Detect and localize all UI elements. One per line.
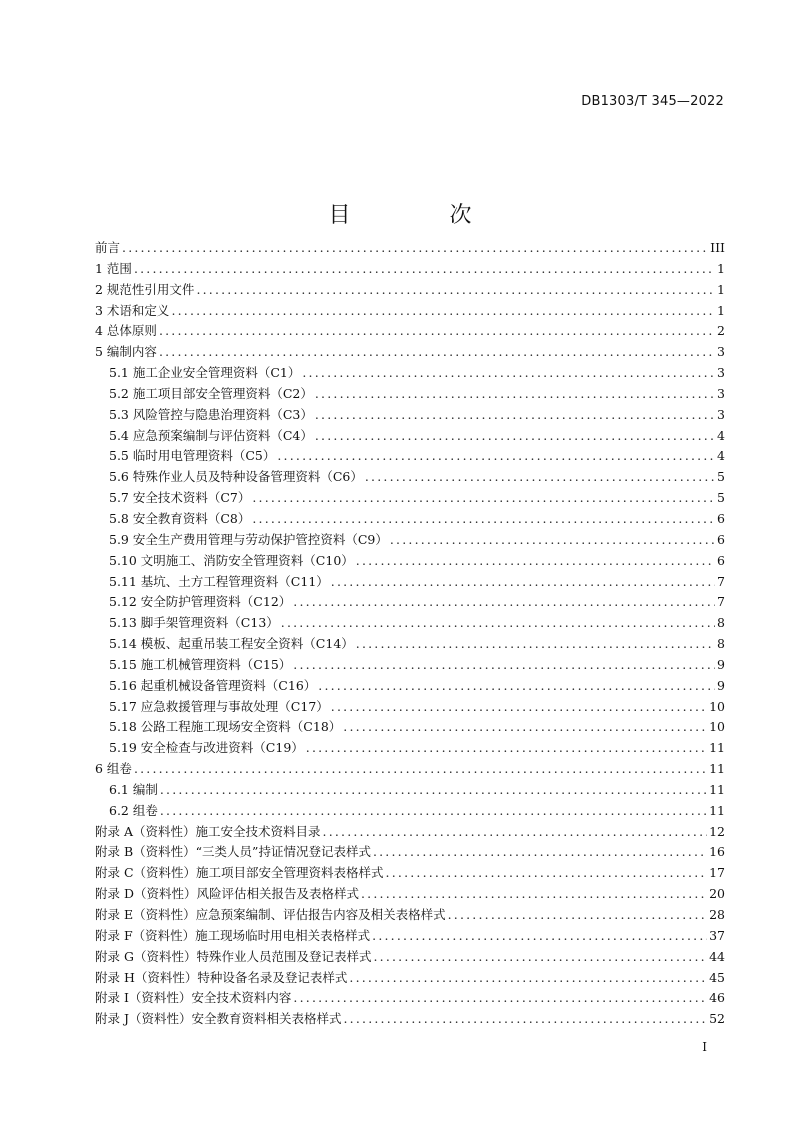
toc-leader-dots <box>293 988 707 1009</box>
toc-entry-label: 5.15 施工机械管理资料（C15） <box>109 656 292 672</box>
toc-entry[interactable] <box>95 822 725 843</box>
toc-entry[interactable] <box>95 947 725 968</box>
toc-entry[interactable] <box>95 926 725 947</box>
toc-entry[interactable] <box>95 405 725 426</box>
toc-entry-label: 5.12 安全防护管理资料（C12） <box>109 594 292 610</box>
toc-entry[interactable] <box>95 301 725 322</box>
toc-entry-page: 3 <box>717 406 725 422</box>
toc-leader-dots <box>302 363 715 384</box>
toc-entry-label: 5.11 基坑、土方工程管理资料（C11） <box>109 573 329 589</box>
toc-entry-page: 44 <box>709 948 725 964</box>
toc-entry-page: 8 <box>717 615 725 631</box>
toc-entry-page: 1 <box>717 260 725 276</box>
toc-entry[interactable] <box>95 1009 725 1030</box>
toc-entry-label: 5.7 安全技术资料（C7） <box>109 490 251 506</box>
toc-entry[interactable] <box>95 467 725 488</box>
toc-entry-page: 16 <box>709 844 725 860</box>
toc-entry[interactable] <box>95 780 725 801</box>
toc-leader-dots <box>372 926 707 947</box>
toc-entry-page: 11 <box>709 761 725 777</box>
toc-entry[interactable] <box>95 655 725 676</box>
toc-entry-label: 6 组卷 <box>95 761 132 777</box>
toc-leader-dots <box>315 426 715 447</box>
toc-entry-page: 9 <box>717 656 725 672</box>
toc-entry-label: 附录 G（资料性）特殊作业人员范围及登记表样式 <box>95 948 372 964</box>
toc-leader-dots <box>373 947 707 968</box>
toc-entry-label: 5 编制内容 <box>95 344 157 360</box>
toc-entry-page: 10 <box>709 698 725 714</box>
toc-entry[interactable] <box>95 259 725 280</box>
toc-leader-dots <box>252 488 715 509</box>
toc-leader-dots <box>293 655 715 676</box>
toc-entry-label: 4 总体原则 <box>95 323 157 339</box>
toc-entry[interactable] <box>95 592 725 613</box>
toc-entry-label: 5.3 风险管控与隐患治理资料（C3） <box>109 406 313 422</box>
toc-entry-label: 附录 E（资料性）应急预案编制、评估报告内容及相关表格样式 <box>95 907 446 922</box>
toc-leader-dots <box>323 822 708 843</box>
toc-entry-page: 11 <box>709 802 725 818</box>
toc-entry[interactable] <box>95 717 725 738</box>
toc-entry-page: 46 <box>709 990 725 1006</box>
toc-entry-label: 附录 A（资料性）施工安全技术资料目录 <box>95 823 321 839</box>
toc-leader-dots <box>373 842 707 863</box>
toc-leader-dots <box>365 467 715 488</box>
toc-entry[interactable] <box>95 238 725 259</box>
toc-entry-page: 17 <box>709 865 725 881</box>
toc-entry-page: 8 <box>717 636 725 652</box>
toc-entry-page: 5 <box>717 469 725 485</box>
toc-entry-label: 5.8 安全教育资料（C8） <box>109 510 251 526</box>
toc-entry-page: 45 <box>709 969 725 985</box>
toc-entry-page: 6 <box>717 552 725 568</box>
toc-entry-label: 前言 <box>95 240 121 255</box>
toc-entry-page: 1 <box>717 281 725 297</box>
toc-entry-label: 5.19 安全检查与改进资料（C19） <box>109 740 304 756</box>
toc-leader-dots <box>386 863 708 884</box>
toc-entry[interactable] <box>95 572 725 593</box>
toc-leader-dots <box>196 280 715 301</box>
toc-entry-label: 5.1 施工企业安全管理资料（C1） <box>109 365 301 381</box>
toc-entry-page: 37 <box>709 927 725 943</box>
toc-entry[interactable] <box>95 842 725 863</box>
toc-entry-page: 52 <box>709 1011 725 1027</box>
toc-entry-page: 3 <box>717 385 725 401</box>
toc-entry-label: 附录 J（资料性）安全教育资料相关表格样式 <box>95 1011 342 1027</box>
toc-leader-dots <box>344 1009 708 1030</box>
toc-entry[interactable] <box>95 551 725 572</box>
toc-entry-page: 3 <box>717 344 725 360</box>
toc-entry[interactable] <box>95 738 725 759</box>
toc-entry-page: 12 <box>709 823 725 839</box>
toc-entry-page: 3 <box>717 365 725 381</box>
toc-leader-dots <box>361 884 707 905</box>
toc-entry-page: 4 <box>717 427 725 443</box>
toc-entry-page: 10 <box>709 719 725 735</box>
toc-leader-dots <box>281 613 715 634</box>
toc-entry[interactable] <box>95 697 725 718</box>
toc-entry[interactable] <box>95 759 725 780</box>
toc-entry-page: 4 <box>717 448 725 464</box>
toc-entry[interactable] <box>95 863 725 884</box>
toc-entry[interactable] <box>95 905 725 926</box>
toc-leader-dots <box>160 780 707 801</box>
toc-entry[interactable] <box>95 613 725 634</box>
toc-entry[interactable] <box>95 384 725 405</box>
toc-entry[interactable] <box>95 968 725 989</box>
toc-entry[interactable] <box>95 342 725 363</box>
toc-entry-page: III <box>710 240 725 255</box>
document-code: DB1303/T 345—2022 <box>581 94 724 109</box>
toc-entry-page: 2 <box>717 323 725 339</box>
toc-leader-dots <box>293 592 715 613</box>
toc-leader-dots <box>315 384 715 405</box>
toc-entry[interactable] <box>95 363 725 384</box>
toc-leader-dots <box>343 717 707 738</box>
toc-entry-page: 1 <box>717 302 725 318</box>
toc-entry-label: 5.2 施工项目部安全管理资料（C2） <box>109 385 313 401</box>
toc-leader-dots <box>448 905 707 926</box>
toc-entry-label: 5.14 模板、起重吊装工程安全资料（C14） <box>109 636 354 652</box>
toc-leader-dots <box>159 321 715 342</box>
toc-leader-dots <box>134 759 707 780</box>
toc-entry[interactable] <box>95 280 725 301</box>
toc-entry-label: 附录 I（资料性）安全技术资料内容 <box>95 990 292 1006</box>
toc-entry-label: 附录 H（资料性）特种设备名录及登记表样式 <box>95 969 348 985</box>
toc-entry-label: 5.13 脚手架管理资料（C13） <box>109 615 279 631</box>
toc-leader-dots <box>356 634 715 655</box>
toc-entry-label: 附录 C（资料性）施工项目部安全管理资料表格样式 <box>95 865 384 881</box>
toc-entry[interactable] <box>95 801 725 822</box>
toc-entry-page: 6 <box>717 510 725 526</box>
page-title: 目 次 <box>328 203 518 228</box>
toc-entry-label: 5.10 文明施工、消防安全管理资料（C10） <box>109 552 354 568</box>
toc-entry[interactable] <box>95 884 725 905</box>
toc-entry-label: 6.2 组卷 <box>109 802 158 818</box>
toc-leader-dots <box>277 446 715 467</box>
toc-leader-dots <box>134 259 715 280</box>
toc-entry-page: 11 <box>709 740 725 756</box>
toc-leader-dots <box>315 405 715 426</box>
toc-entry[interactable] <box>95 634 725 655</box>
toc-entry-label: 5.9 安全生产费用管理与劳动保护管控资料（C9） <box>109 531 388 547</box>
toc-entry-label: 5.5 临时用电管理资料（C5） <box>109 448 276 464</box>
toc-leader-dots <box>390 530 715 551</box>
toc-leader-dots <box>306 738 707 759</box>
toc-leader-dots <box>318 676 715 697</box>
toc-leader-dots <box>159 342 715 363</box>
toc-entry-label: 5.4 应急预案编制与评估资料（C4） <box>109 427 313 443</box>
toc-entry[interactable] <box>95 509 725 530</box>
toc-entry-label: 附录 B（资料性）“三类人员”持证情况登记表样式 <box>95 844 371 860</box>
toc-entry-page: 6 <box>717 531 725 547</box>
toc-entry[interactable] <box>95 488 725 509</box>
toc-leader-dots <box>331 697 707 718</box>
toc-leader-dots <box>122 238 708 259</box>
toc-entry[interactable] <box>95 426 725 447</box>
toc-entry-label: 5.16 起重机械设备管理资料（C16） <box>109 677 317 693</box>
toc-entry-label: 附录 F（资料性）施工现场临时用电相关表格样式 <box>95 927 371 943</box>
toc-leader-dots <box>171 301 715 322</box>
toc-entry[interactable] <box>95 321 725 342</box>
toc-entry-label: 附录 D（资料性）风险评估相关报告及表格样式 <box>95 886 359 902</box>
table-of-contents <box>95 238 725 1030</box>
toc-entry-label: 3 术语和定义 <box>95 302 170 318</box>
toc-entry-page: 11 <box>709 781 725 797</box>
toc-entry-label: 5.17 应急救援管理与事故处理（C17） <box>109 698 329 714</box>
toc-entry-label: 5.18 公路工程施工现场安全资料（C18） <box>109 719 342 735</box>
toc-entry-page: 9 <box>717 677 725 693</box>
page-number: I <box>702 1040 707 1054</box>
toc-leader-dots <box>349 968 707 989</box>
toc-leader-dots <box>331 572 715 593</box>
toc-leader-dots <box>356 551 715 572</box>
toc-leader-dots <box>160 801 707 822</box>
toc-entry-label: 2 规范性引用文件 <box>95 281 195 297</box>
toc-entry-label: 5.6 特殊作业人员及特种设备管理资料（C6） <box>109 469 363 485</box>
toc-leader-dots <box>252 509 715 530</box>
toc-entry-page: 28 <box>709 907 725 922</box>
toc-entry-page: 5 <box>717 490 725 506</box>
toc-entry[interactable] <box>95 676 725 697</box>
toc-entry-page: 7 <box>717 594 725 610</box>
toc-entry[interactable] <box>95 988 725 1009</box>
toc-entry-page: 7 <box>717 573 725 589</box>
toc-entry[interactable] <box>95 530 725 551</box>
toc-entry-label: 6.1 编制 <box>109 781 158 797</box>
toc-entry[interactable] <box>95 446 725 467</box>
toc-entry-label: 1 范围 <box>95 260 132 276</box>
toc-entry-page: 20 <box>709 886 725 902</box>
